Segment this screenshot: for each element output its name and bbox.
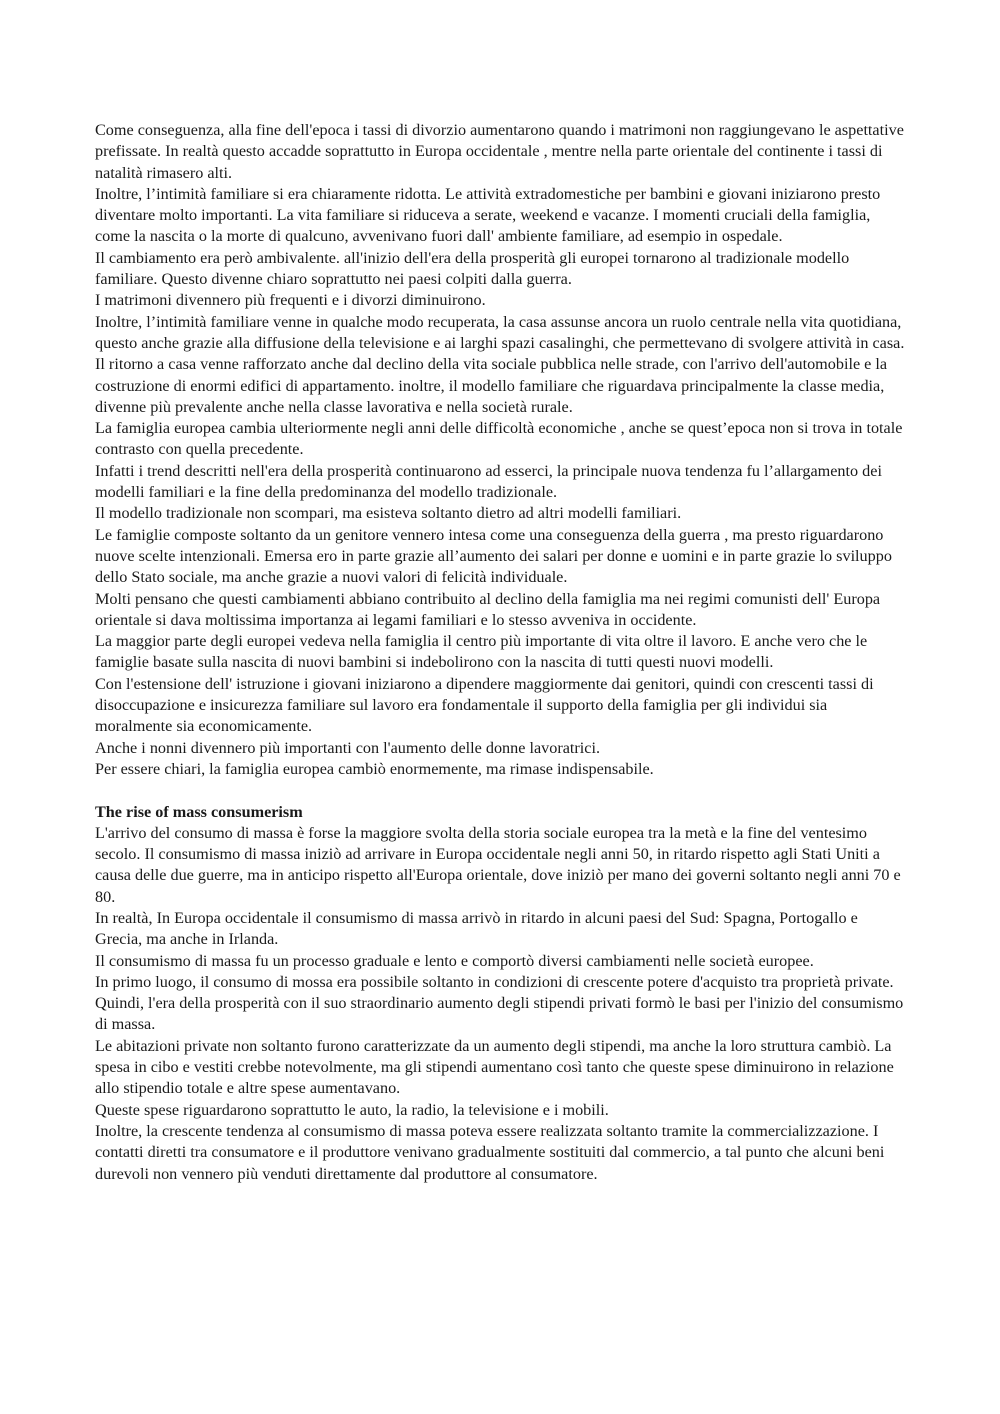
paragraph: In realtà, In Europa occidentale il consumismo di massa arrivò in ritardo in alcuni paesi del Sud: Spagna, Portogallo e Grecia, ma anche in Irlanda.: [95, 908, 858, 949]
paragraph: In primo luogo, il consumo di mossa era possibile soltanto in condizioni di crescente potere d'acquisto tra proprietà private. Quindi, l'era della prosperità con il suo straordinario aumento degli stipendi privati formò le basi per l'inizio del consumismo di massa.: [95, 972, 904, 1034]
paragraph: Il modello tradizionale non scompari, ma esisteva soltanto dietro ad altri modelli familiari.: [95, 504, 682, 523]
paragraph: Molti pensano che questi cambiamenti abbiano contribuito al declino della famiglia ma nei regimi comunisti dell' Europa orientale si dava moltissima importanza ai legami familiari e lo stesso avveniva in occidente.: [95, 589, 881, 629]
paragraph: Inoltre, l’intimità familiare venne in qualche modo recuperata, la casa assunse ancora un ruolo centrale nella vita quotidiana, questo anche grazie alla diffusione della televisione e ai larghi spazi casalinghi, che permettevano di svolgere attività in casa.: [95, 312, 905, 352]
document-page: [95, 120, 907, 1185]
paragraph: Inoltre, la crescente tendenza al consumismo di massa poteva essere realizzata soltanto tramite la commercializzazione. I contatti diretti tra consumatore e il produttore venivano gradualmente sostituiti dal commercio, a tal punto che alcuni beni durevoli non vennero più venduti direttamente dal produttore al consumatore.: [95, 1121, 885, 1183]
paragraph: Il consumismo di massa fu un processo graduale e lento e comportò diversi cambiamenti nelle società europee.: [95, 951, 814, 970]
paragraph: Queste spese riguardarono soprattutto le auto, la radio, la televisione e i mobili.: [95, 1100, 609, 1119]
paragraph: Per essere chiari, la famiglia europea cambiò enormemente, ma rimase indispensabile.: [95, 759, 654, 778]
paragraph: Infatti i trend descritti nell'era della prosperità continuarono ad esserci, la principale nuova tendenza fu l’allargamento dei modelli familiari e la fine della predominanza del modello tradizionale.: [95, 461, 882, 502]
paragraph: La maggior parte degli europei vedeva nella famiglia il centro più importante di vita oltre il lavoro. E anche vero che le famiglie basate sulla nascita di nuovi bambini si indebolirono con la nascita di tutti questi nuovi modelli.: [95, 632, 868, 672]
paragraph: Con l'estensione dell' istruzione i giovani iniziarono a dipendere maggiormente dai genitori, quindi con crescenti tassi di disoccupazione e insicurezza familiare sul lavoro era fondamentale il supporto della famiglia per gli individui sia moralmente sia economicamente.: [95, 674, 874, 736]
paragraph: L'arrivo del consumo di massa è forse la maggiore svolta della storia sociale europea tra la metà e la fine del ventesimo secolo. Il consumismo di massa iniziò ad arrivare in Europa occidentale negli anni 50, in ritardo rispetto agli Stati Uniti a causa delle due guerre, ma in anticipo rispetto all'Europa orientale, dove iniziò per mano dei governi soltanto negli anni 70 e 80.: [95, 823, 901, 906]
paragraph: I matrimoni divennero più frequenti e i divorzi diminuirono.: [95, 291, 486, 310]
paragraph: Il cambiamento era però ambivalente. all'inizio dell'era della prosperità gli europei tornarono al tradizionale modello familiare. Questo divenne chiaro soprattutto nei paesi colpiti dalla guerra.: [95, 248, 850, 289]
paragraph: Come conseguenza, alla fine dell'epoca i tassi di divorzio aumentarono quando i matrimoni non raggiungevano le aspettative prefissate. In realtà questo accadde soprattutto in Europa occidentale , mentre nella parte orientale del continente i tassi di natalità rimasero alti.: [95, 121, 904, 182]
paragraph: Il ritorno a casa venne rafforzato anche dal declino della vita sociale pubblica nelle strade, con l'arrivo dell'automobile e la costruzione di enormi edifici di appartamento. inoltre, il modello familiare che riguardava principalmente la classe media, divenne più prevalente anche nella classe lavorativa e nella società rurale.: [95, 355, 888, 416]
paragraph: Anche i nonni divennero più importanti con l'aumento delle donne lavoratrici.: [95, 738, 601, 757]
section-spacer: [95, 780, 907, 801]
paragraph: Inoltre, l’intimità familiare si era chiaramente ridotta. Le attività extradomestiche per bambini e giovani iniziarono presto diventare molto importanti. La vita familiare si riduceva a serate, weekend e vacanze. I momenti cruciali della famiglia, come la nascita o la morte di qualcuno, avvenivano fuori dall' ambiente familiare, ad esempio in ospedale.: [95, 184, 881, 246]
section-heading: The rise of mass consumerism: [95, 802, 303, 821]
paragraph: Le famiglie composte soltanto da un genitore vennero intesa come una conseguenza della guerra , ma presto riguardarono nuove scelte intenzionali. Emersa ero in parte grazie all’aumento dei salari per donne e uomini e in parte grazie lo sviluppo dello Stato sociale, ma anche grazie a nuovi valori di felicità individuale.: [95, 525, 892, 587]
paragraph: La famiglia europea cambia ulteriormente negli anni delle difficoltà economiche , anche se quest’epoca non si trova in totale contrasto con quella precedente.: [95, 419, 903, 459]
paragraph: Le abitazioni private non soltanto furono caratterizzate da un aumento degli stipendi, ma anche la loro struttura cambiò. La spesa in cibo e vestiti crebbe notevolmente, ma gli stipendi aumentano così tanto che queste spese diminuirono in relazione allo stipendio totale e altre spese aumentavano.: [95, 1036, 894, 1098]
